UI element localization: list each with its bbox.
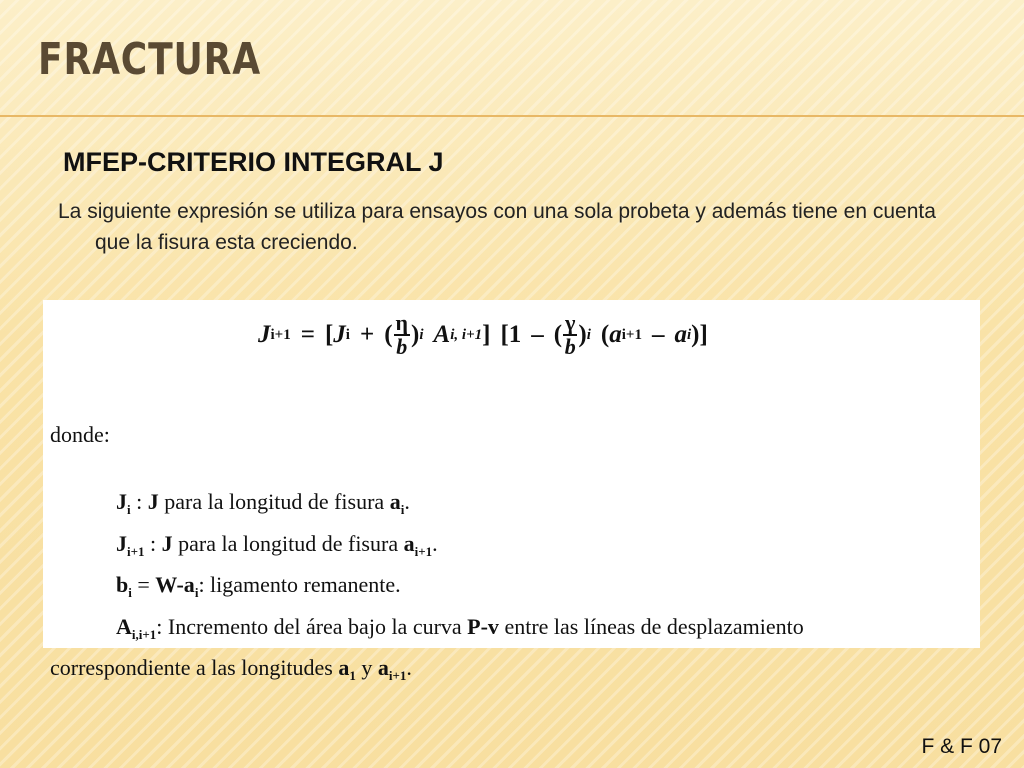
- cont-symbol-1-sub: 1: [349, 668, 356, 683]
- formula-a-next-sub: i+1: [621, 326, 642, 343]
- eta-symbol: η: [395, 310, 409, 335]
- def-symbol: J: [116, 530, 127, 556]
- j-integral-formula: J i+1 = [ J i + ( $\frac{\eta}{b}$ ) i A i, i+1 ] [ 1 – ( $\frac{\gamma}{b}$ ) i ( a i+1 – a i )]: [258, 310, 708, 359]
- definition-bi: [50, 568, 975, 610]
- def-bold: J: [147, 489, 159, 514]
- def-bold: P-v: [467, 613, 499, 639]
- formula-lhs: J: [258, 321, 271, 348]
- formula-a-next: a: [609, 321, 622, 348]
- formula-area-sub: i, i+1: [450, 326, 483, 343]
- eta-denominator: b: [396, 334, 408, 359]
- formula-minus-2: –: [651, 321, 665, 348]
- cont-y: y: [355, 655, 378, 680]
- gamma-sub: i: [586, 326, 591, 343]
- formula-a-cur-sub: i: [686, 326, 692, 343]
- def-bold: W-a: [155, 572, 195, 597]
- def-end: .: [404, 489, 410, 514]
- def-text: : ligamento remanente.: [198, 572, 401, 597]
- cont-end: .: [406, 655, 412, 680]
- def-sep: :: [144, 530, 162, 556]
- definition-ji: [50, 485, 975, 527]
- def-bold-sub: i: [194, 585, 199, 600]
- cont-text: correspondiente a las longitudes: [50, 655, 339, 680]
- def-end: .: [432, 530, 438, 556]
- formula-plus: +: [359, 321, 375, 348]
- def-tail: a: [403, 530, 415, 556]
- def-tail: a: [389, 489, 401, 514]
- donde-label: donde:: [50, 422, 110, 447]
- def-bold: J: [161, 530, 173, 556]
- def-symbol: b: [116, 572, 129, 597]
- def-tail-sub: i: [400, 502, 405, 517]
- formula-bracket-close: ]: [482, 321, 491, 348]
- slide-footer: F & F 07: [921, 735, 1002, 758]
- cont-symbol-2: a: [377, 655, 389, 680]
- definition-ji1: [50, 527, 975, 569]
- gamma-denominator: b: [564, 334, 576, 359]
- cont-symbol-2-sub: i+1: [388, 668, 407, 683]
- def-text-b: entre las líneas de desplazamiento: [498, 613, 804, 639]
- def-text: para la longitud de fisura: [158, 489, 390, 514]
- formula-j-sub: i: [345, 326, 350, 343]
- intro-paragraph: La siguiente expresión se utiliza para ensayos con una sola probeta y además tiene en cuenta que la fisura esta creciendo.: [58, 200, 936, 254]
- def-tail-sub: i+1: [414, 543, 433, 559]
- gamma-symbol: γ: [565, 310, 576, 335]
- definition-ai: [50, 610, 975, 652]
- def-symbol-sub: i,i+1: [131, 626, 157, 642]
- gamma-over-b: [563, 312, 577, 358]
- formula-bracket: [: [324, 321, 334, 348]
- def-symbol-sub: i: [128, 585, 132, 600]
- cont-symbol-1: a: [338, 655, 350, 680]
- eta-over-b: [394, 312, 411, 358]
- slide-subtitle: MFEP-CRITERIO INTEGRAL J: [63, 147, 444, 177]
- definitions-list: [50, 485, 975, 693]
- formula-bracket-2: [: [500, 321, 509, 348]
- formula-figure: [43, 300, 980, 683]
- formula-j: J: [333, 321, 346, 348]
- formula-one: 1: [508, 321, 522, 348]
- eta-sub: i: [419, 326, 424, 343]
- def-symbol-sub: i: [127, 502, 131, 517]
- definition-continuation: [50, 651, 975, 693]
- formula-close: )]: [691, 321, 708, 348]
- def-symbol: A: [116, 613, 132, 639]
- def-symbol-sub: i+1: [127, 543, 145, 559]
- def-sep: =: [131, 572, 156, 597]
- def-sep: :: [130, 489, 148, 514]
- formula-lhs-sub: i+1: [270, 326, 291, 343]
- formula-area: A: [433, 321, 451, 348]
- def-text: para la longitud de fisura: [172, 530, 404, 556]
- formula-equals: =: [300, 321, 315, 348]
- title-divider: [0, 115, 1024, 117]
- slide-title: FRACTURA: [38, 34, 262, 85]
- def-text: : Incremento del área bajo la curva: [156, 613, 468, 639]
- formula-minus: –: [531, 321, 544, 348]
- formula-a-cur: a: [674, 321, 687, 348]
- def-symbol: J: [116, 489, 127, 514]
